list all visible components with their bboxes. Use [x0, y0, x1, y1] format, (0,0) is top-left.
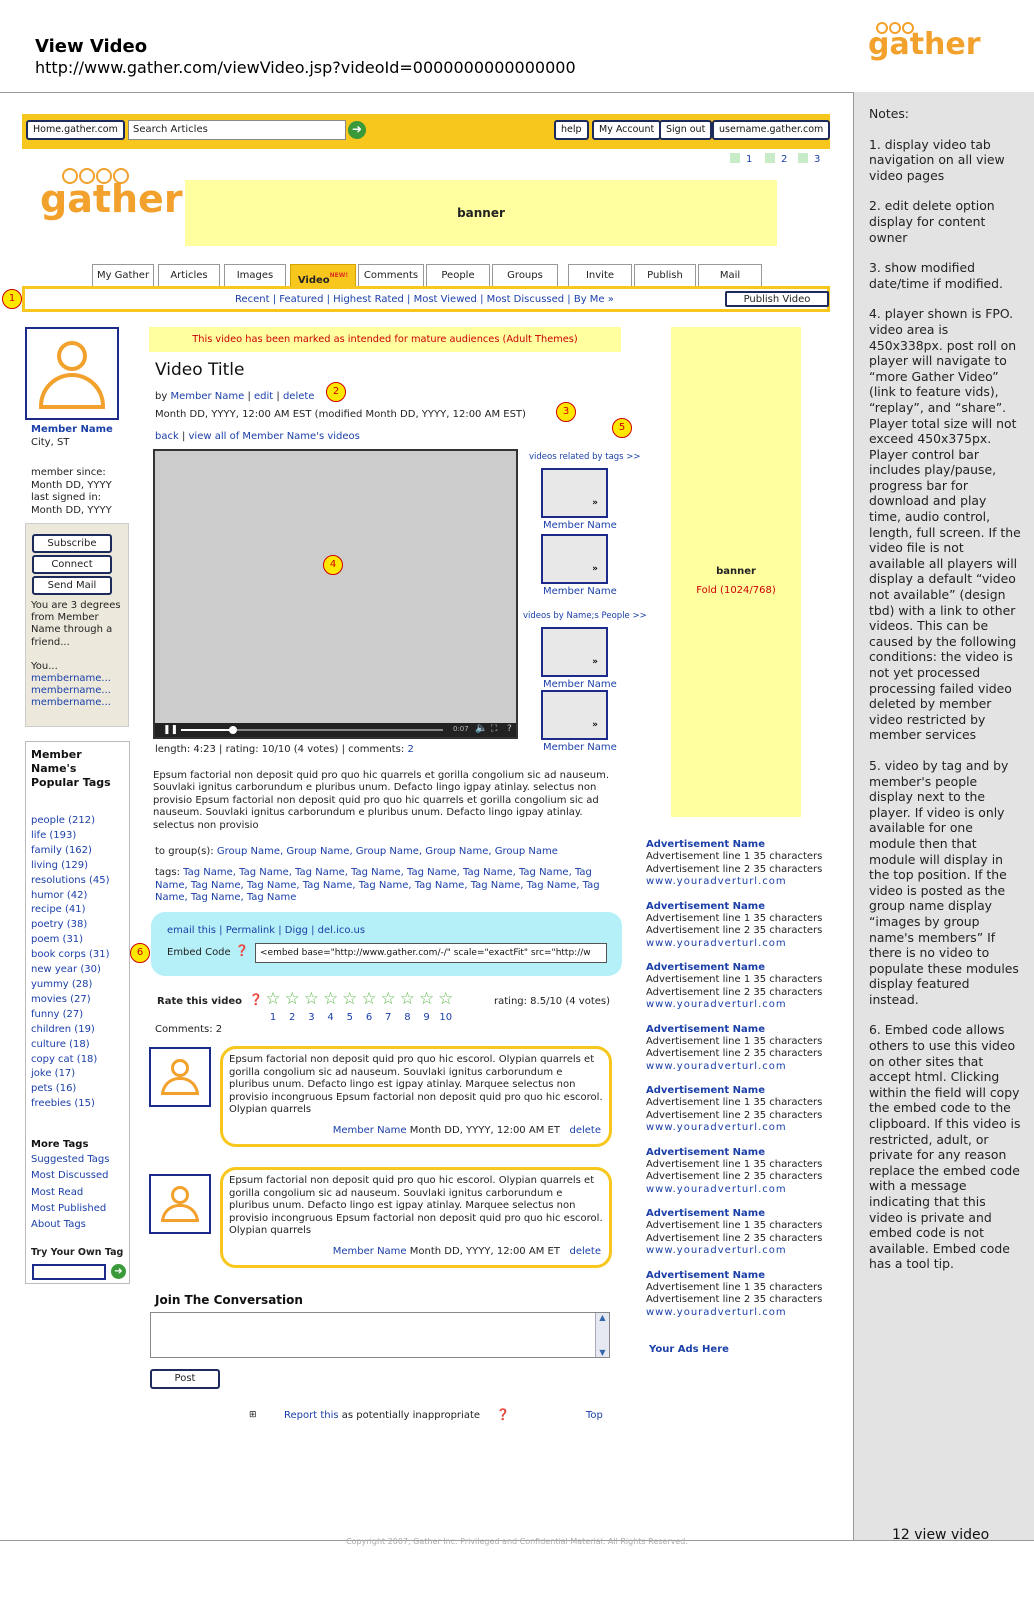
tab-images[interactable]: Images [224, 264, 286, 286]
comment-date: Month DD, YYYY, 12:00 AM ET [409, 1246, 560, 1258]
ad-line: Advertisement line 2 35 characters [646, 1294, 823, 1306]
avatar[interactable] [25, 327, 119, 420]
comment-avatar[interactable] [149, 1174, 211, 1234]
pause-icon[interactable]: ❚❚ [163, 725, 179, 735]
logo-text: gather [40, 177, 183, 221]
popular-tag[interactable]: freebies (15) [31, 1098, 95, 1110]
popular-tag[interactable]: new year (30) [31, 964, 101, 976]
star-icon[interactable]: ☆ [322, 989, 339, 1009]
popular-tag[interactable]: family (162) [31, 844, 92, 856]
your-ads-link[interactable]: Your Ads Here [649, 1344, 729, 1355]
related-thumb[interactable] [541, 690, 608, 740]
ad-line: Advertisement line 1 35 characters [646, 912, 823, 924]
ad-url[interactable]: www.youradverturl.com [646, 1122, 787, 1134]
gather-logo [868, 22, 988, 72]
gather-main-logo[interactable] [40, 168, 183, 248]
tags-line [155, 867, 615, 905]
more-tags-title: More Tags [31, 1139, 89, 1151]
ad-line: Advertisement line 2 35 characters [646, 1171, 823, 1183]
person-icon [57, 341, 87, 371]
page-title: View Video [35, 36, 148, 57]
ad-url[interactable]: www.youradverturl.com [646, 1060, 787, 1072]
video-subnav [22, 286, 830, 312]
ad-line: Advertisement line 2 35 characters [646, 863, 823, 875]
play-arrow-icon: » [592, 564, 598, 574]
star-number[interactable]: 5 [346, 1012, 353, 1023]
tab-comments[interactable]: Comments [358, 264, 424, 286]
try-tag-label: Try Your Own Tag [31, 1247, 124, 1259]
notes-title: Notes: [869, 106, 909, 121]
tab-video-label: Video [297, 275, 330, 286]
comment-meta [333, 1246, 601, 1259]
ad-line: Advertisement line 2 35 characters [646, 1048, 823, 1060]
popular-tag[interactable]: poem (31) [31, 934, 84, 946]
comment-delete[interactable]: delete [569, 1246, 601, 1258]
popular-tag[interactable]: copy cat (18) [31, 1053, 98, 1065]
annotation-marker-3: 3 [556, 402, 576, 422]
star-number[interactable]: 8 [404, 1012, 411, 1023]
ad-line: Advertisement line 2 35 characters [646, 1109, 823, 1121]
ad-line: Advertisement line 1 35 characters [646, 1281, 823, 1293]
share-links[interactable]: email this | Permalink | Digg | del.ico.us [167, 925, 366, 936]
annotation-marker-5: 5 [612, 418, 632, 438]
comment-delete[interactable]: delete [569, 1125, 601, 1137]
star-icon[interactable]: ☆ [342, 989, 358, 1009]
back-links: back | view all of Member Name's videos [155, 431, 360, 442]
ad-url[interactable]: www.youradverturl.com [646, 1183, 787, 1195]
go-arrow-icon[interactable]: ➜ [111, 1264, 126, 1279]
popular-tag[interactable]: pets (16) [31, 1083, 77, 1095]
comment-text: Epsum factorial non deposit quid pro quo hic escorol. Olypian quarrels et gorilla congolium sic ad nauseum. Souvlaki ignitus carborundum e pluribus unum. Defacto lingo est igpay atinlay. Marquee selectus non provisio incongruous Epsum factorial non deposit quid pro quo hic escorol. Olypian quarrels [229, 1175, 603, 1237]
notes-panel [853, 92, 1034, 1540]
star-number[interactable]: 10 [439, 1012, 453, 1023]
star-number[interactable]: 1 [269, 1012, 277, 1023]
last-signed: Month DD, YYYY [31, 504, 112, 516]
tab-people[interactable]: People [426, 264, 490, 286]
star-icon[interactable]: ☆ [284, 989, 300, 1009]
byline: by Member Name | edit | delete [155, 391, 315, 402]
search-input[interactable]: Search Articles [128, 120, 346, 140]
popular-tag[interactable]: recipe (41) [31, 904, 86, 916]
annotation-marker-1: 1 [2, 289, 22, 309]
ad-name[interactable]: Advertisement Name [646, 1085, 765, 1096]
report-text: as potentially inappropriate [341, 1410, 481, 1421]
profile-info [31, 424, 126, 517]
play-arrow-icon: » [592, 657, 598, 667]
tag-links[interactable]: Tag Name, Tag Name, Tag Name, Tag Name, Tag Name, Tag Name, Tag Name, Tag Name, Tag Name, Tag Name, Tag Name, Tag Name, Tag Name, Tag Name, Tag Name, Tag Name, Tag Name, Tag Name [155, 867, 600, 904]
popular-tag[interactable]: children (19) [31, 1023, 95, 1035]
username-button[interactable]: username.gather.com [712, 120, 830, 140]
scroll-down-icon[interactable]: ▼ [599, 1348, 606, 1357]
note-6: 6. Embed code allows others to use this video on other sites that accept html. Clicking within the field will copy the embed code to the clipboard. If this video is restricted, adult, or private for any reason replace the embed code with a message indicating that this video is private and embed code is not available. Embed code has a tool tip. [869, 1022, 1021, 1272]
star-icon[interactable]: ☆ [380, 989, 396, 1009]
rating-summary: rating: 8.5/10 (4 votes) [494, 996, 611, 1007]
ad-line: Advertisement line 2 35 characters [646, 986, 823, 998]
ad-line: Advertisement line 1 35 characters [646, 1158, 823, 1170]
tab-invite[interactable]: Invite [568, 264, 632, 286]
mature-notice: This video has been marked as intended for mature audiences (Adult Themes) [149, 327, 621, 352]
star-number[interactable]: 2 [289, 1012, 296, 1023]
star-icon[interactable]: ☆ [361, 989, 377, 1009]
profile-location: City, ST [31, 436, 70, 448]
ad-line: Advertisement line 1 35 characters [646, 974, 823, 986]
advertisement[interactable] [646, 1024, 846, 1074]
popular-tags-box [25, 741, 130, 1284]
annotation-marker-6: 6 [130, 943, 150, 963]
connection-link[interactable]: membername... [31, 673, 111, 685]
banner-top: banner [185, 180, 777, 246]
more-tags-link[interactable]: Most Read [31, 1186, 84, 1198]
subnav-links[interactable]: Recent | Featured | Highest Rated | Most Viewed | Most Discussed | By Me » [235, 294, 614, 305]
member-actions-box [25, 523, 129, 727]
related-by-people-link[interactable]: videos by Name;s People >> [523, 611, 647, 621]
video-date: Month DD, YYYY, 12:00 AM EST (modified Month DD, YYYY, 12:00 AM EST) [155, 409, 526, 420]
ad-line: Advertisement line 2 35 characters [646, 925, 823, 937]
advertisement[interactable] [646, 1147, 846, 1197]
progress-handle[interactable] [229, 726, 237, 734]
person-body-icon [161, 1204, 199, 1222]
ad-name[interactable]: Advertisement Name [646, 839, 765, 850]
flag-icon[interactable]: ⊞ [249, 1410, 257, 1420]
tooltip-icon[interactable]: ❓ [249, 993, 263, 1006]
popular-tag[interactable]: people (212) [31, 815, 95, 826]
my-account-button[interactable]: My Account [592, 120, 661, 140]
send-mail-button[interactable]: Send Mail [32, 576, 112, 595]
join-label: Join The Conversation [155, 1293, 303, 1307]
groups-line [155, 846, 615, 858]
connection-link[interactable]: membername... [31, 697, 111, 709]
scroll-up-icon[interactable]: ▲ [599, 1313, 606, 1322]
comment-member[interactable]: Member Name [332, 1125, 407, 1137]
comment [220, 1046, 612, 1147]
more-tags-link[interactable]: Most Discussed [31, 1170, 109, 1182]
comment-avatar[interactable] [149, 1047, 211, 1107]
share-box [151, 912, 622, 976]
home-button[interactable]: Home.gather.com [26, 120, 125, 140]
degrees-info [31, 600, 126, 710]
post-button[interactable]: Post [150, 1369, 220, 1389]
note-1: 1. display video tab navigation on all view video pages [869, 136, 1005, 183]
embed-label: Embed Code [167, 947, 231, 958]
star-icon[interactable]: ☆ [418, 989, 435, 1009]
help-icon[interactable]: ? [507, 724, 512, 734]
play-arrow-icon: » [592, 498, 598, 508]
volume-icon[interactable]: 🔈 [475, 723, 488, 734]
fold-label: Fold (1024/768) [696, 585, 776, 596]
top-link[interactable]: Top [586, 1410, 603, 1421]
note-3: 3. show modified date/time if modified. [869, 260, 1003, 291]
ad-name[interactable]: Advertisement Name [646, 1023, 765, 1035]
comment-date: Month DD, YYYY, 12:00 AM ET [409, 1125, 560, 1137]
annotation-marker-2: 2 [326, 382, 346, 402]
video-player[interactable] [153, 449, 518, 739]
embed-code-field[interactable]: <embed base="http://www.gather.com/-/" scale="exactFit" src="http://w [255, 943, 607, 963]
tab-video[interactable] [290, 264, 356, 286]
player-control-bar [155, 723, 516, 737]
page-2-link[interactable]: 2 [765, 153, 787, 165]
comments-count-link[interactable]: 2 [407, 744, 414, 755]
tab-publish[interactable]: Publish [634, 264, 696, 286]
ad-url[interactable]: www.youradverturl.com [646, 1306, 787, 1318]
tags-label: tags: [155, 867, 180, 878]
star-icon[interactable]: ☆ [265, 989, 281, 1009]
help-button[interactable]: help [554, 120, 589, 140]
tooltip-icon[interactable]: ❓ [496, 1408, 510, 1421]
delete-link[interactable]: delete [282, 391, 315, 402]
comment-member[interactable]: Member Name [332, 1246, 407, 1258]
video-title: Video Title [155, 360, 245, 380]
popular-tag[interactable]: poetry (38) [31, 919, 88, 931]
ad-url[interactable]: www.youradverturl.com [646, 937, 787, 949]
popular-tag[interactable]: living (129) [31, 859, 89, 871]
ad-url[interactable]: www.youradverturl.com [646, 1245, 787, 1257]
star-number[interactable]: 4 [327, 1012, 334, 1023]
video-stats [155, 744, 414, 755]
more-tags-link[interactable]: Most Published [31, 1202, 107, 1214]
advertisement[interactable] [646, 839, 846, 889]
popular-tag[interactable]: resolutions (45) [31, 874, 110, 886]
footer-copyright: Copyright 2007, Gather Inc. Privileged and Confidential Material. All Rights Reserved. [346, 1537, 688, 1546]
star-number[interactable]: 7 [385, 1012, 392, 1023]
popular-tag[interactable]: joke (17) [31, 1068, 76, 1080]
popular-tag[interactable]: funny (27) [31, 1008, 84, 1020]
popular-tag[interactable]: humor (42) [31, 889, 88, 901]
connect-button[interactable]: Connect [32, 555, 112, 574]
ad-line: Advertisement line 1 35 characters [646, 1035, 823, 1047]
comment-meta [333, 1125, 601, 1138]
progress-bar[interactable] [181, 729, 443, 731]
play-arrow-icon: » [592, 720, 598, 730]
comment [220, 1167, 612, 1268]
person-icon [171, 1186, 189, 1204]
subscribe-button[interactable]: Subscribe [32, 534, 112, 553]
comment-text: Epsum factorial non deposit quid pro quo hic escorol. Olypian quarrels et gorilla congolium sic ad nauseum. Souvlaki ignitus carborundum e pluribus unum. Defacto lingo est igpay atinlay. Marquee selectus non provisio incongruous Epsum factorial non deposit quid pro quo hic escorol. Olypian quarrels [229, 1054, 603, 1116]
ad-name[interactable]: Advertisement Name [646, 900, 765, 912]
time-display: 0:07 [453, 725, 469, 733]
star-number[interactable]: 9 [423, 1012, 430, 1023]
page-1-link[interactable]: 1 [730, 153, 752, 165]
person-body-icon [161, 1077, 199, 1095]
ad-name[interactable]: Advertisement Name [646, 1146, 765, 1158]
member-link[interactable]: Member Name [170, 391, 245, 402]
ad-url[interactable]: www.youradverturl.com [646, 876, 787, 888]
person-icon [171, 1059, 189, 1077]
edit-link[interactable]: edit [254, 391, 274, 402]
popular-tag[interactable]: movies (27) [31, 993, 91, 1005]
connection-link[interactable]: membername... [31, 685, 111, 697]
publish-video-button[interactable]: Publish Video [725, 291, 829, 307]
logo-text: gather [868, 27, 981, 62]
page-3-link[interactable]: 3 [798, 153, 820, 165]
tab-mail[interactable]: Mail [698, 264, 762, 286]
degrees-text: You are 3 degrees from Member Name through a friend... [31, 600, 121, 648]
group-links[interactable]: Group Name, Group Name, Group Name, Group Name, Group Name [216, 846, 558, 857]
new-badge: NEW! [329, 272, 349, 279]
ad-name[interactable]: Advertisement Name [646, 1269, 765, 1281]
report-line [284, 1410, 480, 1421]
top-bar [22, 114, 830, 149]
more-tags-link[interactable]: Suggested Tags [31, 1154, 110, 1166]
member-since: Month DD, YYYY [31, 479, 112, 491]
fullscreen-icon[interactable]: ⛶ [491, 724, 498, 734]
advertisement[interactable] [646, 1208, 846, 1258]
advertisement[interactable] [646, 962, 846, 1012]
comment-textarea[interactable] [150, 1312, 610, 1358]
person-body-icon [39, 373, 105, 409]
comments-label: Comments: 2 [155, 1024, 223, 1035]
ad-line: Advertisement line 1 35 characters [646, 1097, 823, 1109]
ad-name[interactable]: Advertisement Name [646, 1208, 765, 1219]
advertisement[interactable] [646, 901, 846, 951]
note-2: 2. edit delete option display for content owner [869, 198, 995, 245]
groups-label: to group(s): [155, 846, 214, 857]
page-number: 12 view video [892, 1527, 990, 1543]
more-tags-link[interactable]: About Tags [31, 1218, 86, 1230]
star-number[interactable]: 6 [365, 1012, 373, 1023]
ad-name[interactable]: Advertisement Name [646, 962, 765, 973]
page-url: http://www.gather.com/viewVideo.jsp?videoId=0000000000000000 [35, 58, 576, 77]
ad-line: Advertisement line 1 35 characters [646, 1220, 823, 1232]
last-signed-label: last signed in: [31, 492, 102, 503]
star-number[interactable]: 3 [308, 1012, 315, 1023]
related-thumb[interactable] [541, 627, 608, 677]
back-link[interactable]: back [155, 431, 179, 442]
scrollbar[interactable] [595, 1313, 609, 1357]
by-label: by [155, 391, 168, 402]
tab-articles[interactable]: Articles [158, 264, 220, 286]
ad-url[interactable]: www.youradverturl.com [646, 999, 787, 1011]
banner-label: banner [716, 566, 756, 577]
star-icon[interactable]: ☆ [399, 989, 416, 1009]
popular-tag[interactable]: life (193) [31, 829, 77, 841]
popular-tag[interactable]: culture (18) [31, 1038, 90, 1050]
related-member[interactable]: Member Name [543, 742, 617, 753]
report-link[interactable]: Report this [284, 1410, 339, 1421]
advertisement[interactable] [646, 1270, 846, 1320]
popular-tag[interactable]: book corps (31) [31, 949, 110, 961]
popular-tags-title: Member Name's Popular Tags [31, 748, 111, 789]
popular-tag[interactable]: yummy (28) [31, 978, 93, 990]
tab-my-gather[interactable]: My Gather [92, 264, 154, 286]
ad-line: Advertisement line 1 35 characters [646, 851, 823, 863]
ad-line: Advertisement line 2 35 characters [646, 1232, 823, 1244]
star-icon[interactable]: ☆ [438, 989, 454, 1009]
you-text: You... [31, 660, 58, 672]
related-thumb[interactable] [541, 468, 608, 518]
banner-right [671, 327, 801, 817]
related-member[interactable]: Member Name [543, 679, 617, 690]
stats-text: length: 4:23 | rating: 10/10 (4 votes) | comments: [155, 744, 405, 755]
search-go-icon[interactable]: ➜ [348, 121, 366, 139]
annotation-marker-4: 4 [323, 555, 343, 575]
tooltip-icon[interactable]: ❓ [235, 944, 249, 957]
star-icon[interactable]: ☆ [303, 989, 320, 1009]
try-tag-input[interactable] [32, 1264, 106, 1280]
related-member[interactable]: Member Name [543, 520, 617, 531]
rate-label: Rate this video [157, 996, 243, 1007]
sign-out-button[interactable]: Sign out [659, 120, 712, 140]
related-by-tags-link[interactable]: videos related by tags >> [529, 452, 641, 462]
related-thumb[interactable] [541, 534, 608, 584]
note-4: 4. player shown is FPO. video area is 450x338px. post roll on player will navigate to “more Gather Video” (link to feature vids), “replay”, and “share”. Player total size will not exceed 450x375px. Player control bar includes play/pause, progress bar for download and play time, audio control, length, full screen. If the video file is not available all players will display a default “video not available” (design tbd) with a link to other videos. This can be caused by the following conditions: the video is not yet processed processing failed video deleted by member video restricted by member services [869, 306, 1021, 743]
advertisement[interactable] [646, 1085, 846, 1135]
profile-name[interactable]: Member Name [31, 424, 113, 435]
tab-groups[interactable]: Groups [492, 264, 558, 286]
related-member[interactable]: Member Name [543, 586, 617, 597]
video-description: Epsum factorial non deposit quid pro quo hic quarrels et gorilla congolium sic ad nauseum. Souvlaki ignitus carborundum e pluribus unum. Defacto lingo igpay atinlay. selectus non provisio Epsum factorial non deposit quid pro quo hic quarrels et gorilla congolium sic ad nauseum. Souvlaki ignitus carborundum e pluribus unum. Defacto lingo igpay atinlay. selectus non provisio [153, 770, 610, 831]
view-all-link[interactable]: view all of Member Name's videos [188, 431, 360, 442]
member-since-label: member since: [31, 467, 106, 478]
note-5: 5. video by tag and by member's people display next to the player. If video is only available for one module then that module will display in the top position. If the video is posted as the group name display “images by group name's members” If there is no video to populate these modules display featured instead. [869, 757, 1019, 1007]
